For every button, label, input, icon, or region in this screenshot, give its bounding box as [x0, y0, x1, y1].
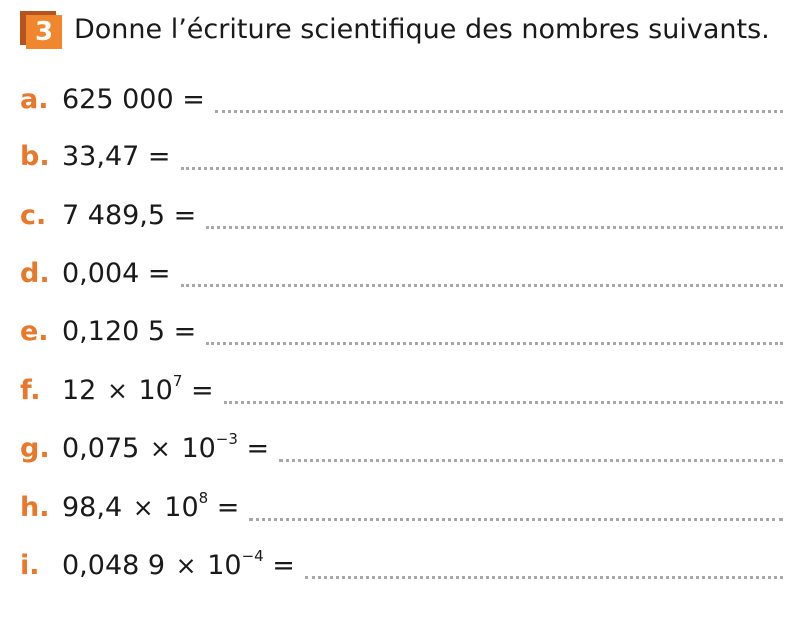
times-sign: × [106, 375, 128, 405]
power-base: 10 [164, 491, 199, 523]
exercise-number-badge [20, 11, 62, 49]
item-letter: i. [20, 549, 40, 581]
item-expression [62, 429, 270, 464]
mantissa: 98,4 [62, 491, 123, 523]
times-sign: × [132, 492, 154, 522]
exponent: −3 [215, 429, 238, 448]
answer-line[interactable] [215, 86, 783, 113]
item-f [20, 370, 783, 410]
exercise-header [20, 10, 770, 50]
equals-sign: = [191, 374, 214, 406]
item-expression: 7 489,5 = [62, 199, 197, 231]
exercise-number: 3 [26, 15, 62, 49]
times-sign: × [175, 550, 197, 580]
power-base: 10 [181, 432, 216, 464]
power-base: 10 [207, 549, 242, 581]
item-d [20, 253, 783, 293]
answer-line[interactable] [305, 552, 783, 579]
item-i [20, 545, 783, 585]
answer-line[interactable] [181, 260, 783, 287]
item-expression: 0,004 = [62, 257, 171, 289]
item-letter: h. [20, 491, 50, 523]
answer-line[interactable] [279, 435, 783, 462]
item-expression: 33,47 = [62, 140, 171, 172]
item-expression [62, 546, 295, 581]
answer-line[interactable] [249, 494, 783, 521]
item-h [20, 487, 783, 527]
item-letter: d. [20, 257, 50, 289]
item-letter: b. [20, 140, 50, 172]
item-letter: e. [20, 315, 49, 347]
answer-line[interactable] [224, 377, 783, 404]
power-base: 10 [138, 374, 173, 406]
item-b [20, 136, 783, 176]
item-letter: f. [20, 374, 41, 406]
exponent: 7 [172, 371, 183, 390]
mantissa: 12 [62, 374, 97, 406]
item-letter: c. [20, 199, 47, 231]
item-expression: 625 000 = [62, 83, 205, 115]
mantissa: 0,048 9 [62, 549, 166, 581]
item-expression [62, 488, 240, 523]
item-letter: a. [20, 83, 49, 115]
item-a [20, 79, 783, 119]
exercise-title: Donne l’écriture scientifique des nombres suivants. [74, 14, 770, 45]
equals-sign: = [246, 432, 270, 464]
item-g [20, 428, 783, 468]
item-expression [62, 371, 214, 406]
equals-sign: = [272, 549, 295, 581]
answer-line[interactable] [206, 318, 783, 345]
exponent: −4 [241, 546, 264, 565]
exponent: 8 [198, 488, 209, 507]
item-e [20, 311, 783, 351]
times-sign: × [149, 433, 171, 463]
equals-sign: = [216, 491, 240, 523]
item-expression: 0,120 5 = [62, 315, 197, 347]
answer-line[interactable] [181, 143, 783, 170]
item-letter: g. [20, 432, 50, 464]
item-c [20, 195, 783, 235]
answer-line[interactable] [206, 202, 783, 229]
mantissa: 0,075 [62, 432, 140, 464]
